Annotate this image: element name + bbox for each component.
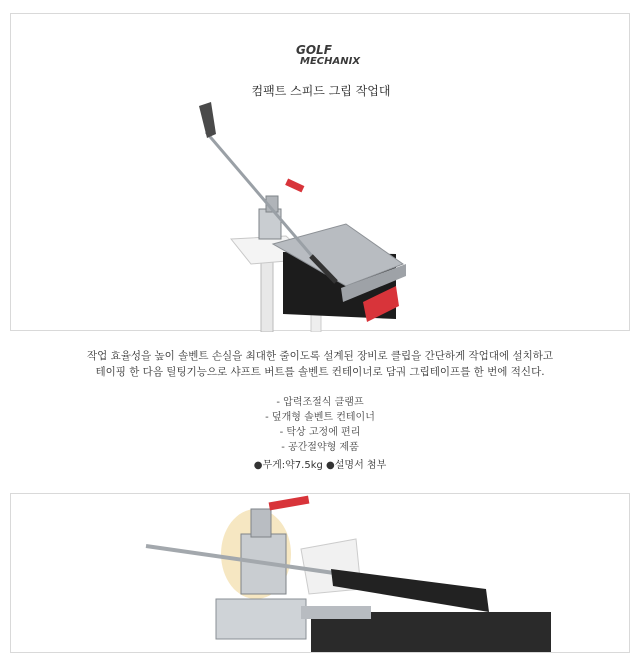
logo-line1: GOLF: [296, 43, 332, 57]
feature-item: - 덮개형 솔벤트 컨테이너: [265, 412, 375, 423]
weight-info: ●무게:약7.5kg: [253, 460, 323, 471]
feature-item: - 공간절약형 제품: [281, 442, 359, 453]
clamp-icon: [285, 178, 304, 192]
stand-leg-left: [261, 254, 273, 332]
product-title: 컴팩트 스피드 그립 작업대: [251, 84, 391, 98]
grip-station-illustration: [11, 14, 631, 332]
description-line-1: 작업 효율성을 높이 솔벤트 손실을 최대한 줄이도록 설계된 장비로 클립을 간단하게 작업대에 설치하고: [86, 350, 554, 362]
detail-image-panel: [10, 493, 630, 653]
product-image-panel: [10, 13, 630, 331]
feature-item: - 압력조절식 클램프: [276, 397, 364, 408]
clamp-icon: [269, 496, 310, 511]
golf-club-image: [331, 569, 489, 612]
detail-illustration: [11, 494, 630, 653]
clamp-screw: [251, 509, 271, 537]
logo-line2: MECHANIX: [300, 56, 361, 67]
manual-info: ●설명서 첨부: [326, 460, 387, 471]
tray-lid: [301, 606, 371, 619]
feature-item: - 탁상 고정에 편리: [279, 427, 361, 438]
club-head: [199, 102, 216, 138]
product-meta: [0, 456, 640, 471]
description-line-2: 테이핑 한 다음 틸팅기능으로 샤프트 버트를 솔벤트 컨테이너로 담궈 그립테이프를 한 번에 적신다.: [95, 366, 545, 378]
clamp-body: [259, 209, 281, 239]
clamp-base: [216, 599, 306, 639]
